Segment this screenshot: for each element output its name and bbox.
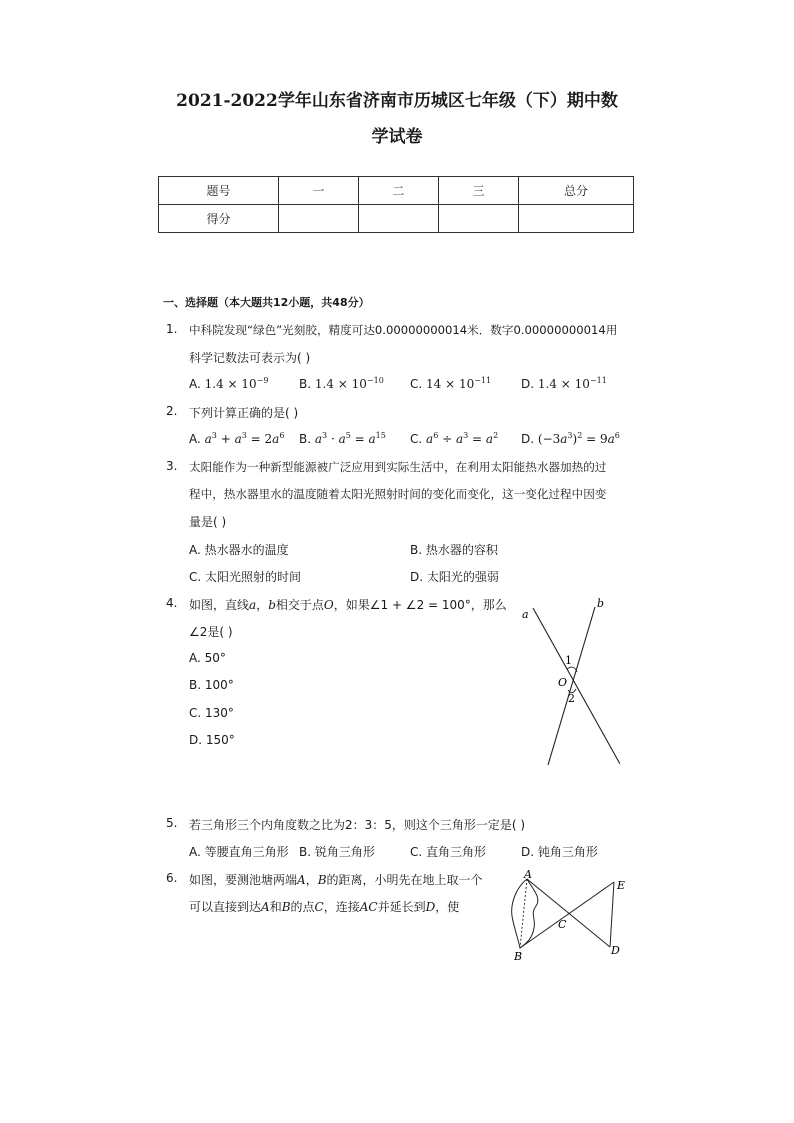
question-text: ∠2是( ) [189,625,233,639]
text-part: 的距离，小明先在地上取一个 [326,873,483,887]
option-exponent: −11 [474,376,492,385]
score-cell [439,205,519,233]
score-header-cell: 三 [439,177,519,205]
question-text [189,898,459,915]
text-part: 如图，要测池塘两端 [189,873,298,887]
option-a: A. 50° [189,651,226,665]
label-angle-1: 1 [565,654,572,667]
question-text: 如图，直线a，b相交于点O，如果∠1 + ∠2 = 100°，那么 [189,598,507,612]
pond-figure [500,866,640,966]
segment-AD [527,879,610,947]
option-key: B. [299,432,312,446]
option-a: A. 等腰直角三角形 [189,845,289,859]
math-var: a [249,598,257,612]
option-c [410,431,498,446]
question-text: 太阳能作为一种新型能源被广泛应用到实际生活中，在利用太阳能热水器加热的过 [189,460,607,474]
score-header-cell: 二 [359,177,439,205]
option-key: C. [410,432,423,446]
option-key: A. [189,377,201,391]
text-part: 的点 [290,900,315,914]
text-part: ，使 [435,900,460,914]
label-angle-2: 2 [568,692,575,705]
score-row-label: 得分 [159,205,279,233]
text-part: 相交于点 [275,598,324,612]
label-B: B [514,950,523,963]
option-math: 1.4 × 10 [204,377,257,391]
math-var: A [297,873,306,887]
option-c: C. 直角三角形 [410,845,487,859]
option-d: D. 钝角三角形 [521,845,598,859]
score-header-cell: 总分 [519,177,634,205]
option-b: B. 100° [189,678,234,692]
option-d: D. 太阳光的强弱 [410,570,499,584]
question-text: 若三角形三个内角度数之比为2：3：5，则这个三角形一定是( ) [189,818,526,832]
text-part: 和 [269,900,282,914]
text-part: ，如果∠1 + ∠2 = 100°，那么 [333,598,507,612]
section-heading: 一、选择题（本大题共12小题，共48分） [163,296,370,309]
option-key: C. [410,377,423,391]
math-var: b [268,598,276,612]
score-header-cell: 一 [279,177,359,205]
option-key: B. [299,377,312,391]
option-formula: $a^3 + a^3 = 2a^6$ [204,431,285,446]
intersecting-lines-figure [510,592,620,772]
option-c [410,376,491,391]
question-text: 中科院发现“绿色”光刻胶，精度可达0.00000000014米．数字0.00000000014用 [189,323,618,337]
math-var: O [323,598,334,612]
option-c: C. 130° [189,706,234,720]
math-var: B [317,873,327,887]
label-O: O [558,676,568,689]
question-text: 下列计算正确的是( ) [189,406,299,420]
option-formula: $(-3a^3)^2 = 9a^6$ [537,431,620,446]
score-table-header-row [159,177,634,205]
option-exponent: −10 [366,376,384,385]
option-b [299,376,384,391]
text-part: ，连接 [323,900,360,914]
option-math: 14 × 10 [426,377,475,391]
score-cell [519,205,634,233]
line-a [533,608,620,764]
option-key: D. [521,377,535,391]
score-table [158,176,634,233]
label-A: A [524,868,532,881]
segment-ED [610,882,614,947]
score-cell [279,205,359,233]
option-exponent: −9 [256,376,269,385]
question-number: 3. [166,459,178,473]
option-key: A. [189,432,201,446]
math-var: C [314,900,324,914]
option-math: 1.4 × 10 [314,377,367,391]
label-a: a [522,608,529,621]
question-number: 2. [166,404,178,418]
question-text: 如图，要测池塘两端A，B的距离，小明先在地上取一个 [189,873,483,887]
segment-AB [520,879,527,948]
option-b [299,431,386,446]
question-number: 6. [166,871,178,885]
math-var: D [425,900,436,914]
option-key: D. [521,432,535,446]
option-a [189,376,268,391]
option-c: C. 太阳光照射的时间 [189,570,302,584]
option-exponent: −11 [589,376,607,385]
label-C: C [558,918,567,931]
question-number: 5. [166,816,178,830]
question-number: 4. [166,596,178,610]
option-b: B. 锐角三角形 [299,845,375,859]
score-header-cell: 题号 [159,177,279,205]
option-formula: $a^3 \cdot a^5 = a^{15}$ [314,431,386,446]
page-title: 2021-2022学年山东省济南市历城区七年级（下）期中数 [176,91,618,111]
option-d [521,376,607,391]
question-text: 科学记数法可表示为( ) [189,351,311,365]
label-E: E [617,879,626,892]
option-d: D. 150° [189,733,235,747]
option-a [189,431,284,446]
text-part: 如图，直线 [189,598,250,612]
page-title-continued: 学试卷 [371,127,423,147]
math-var: B [281,900,291,914]
line-b [548,607,595,765]
score-cell [359,205,439,233]
question-text: 量是( ) [189,515,227,529]
option-b: B. 热水器的容积 [410,543,498,557]
option-a: A. 热水器水的温度 [189,543,289,557]
text-part: 可以直接到达 [189,900,262,914]
question-number: 1. [166,322,178,336]
score-table-score-row [159,205,634,233]
label-D: D [611,944,620,957]
text-part: 并延长到 [377,900,426,914]
math-var: A [261,900,270,914]
question-text: 程中，热水器里水的温度随着太阳光照射时间的变化而变化，这一变化过程中因变 [189,487,607,501]
option-math: 1.4 × 10 [537,377,590,391]
option-d [521,431,620,446]
label-b: b [597,597,605,610]
math-var: AC [359,900,378,914]
option-formula: $a^6 \div a^3 = a^2$ [426,431,499,446]
